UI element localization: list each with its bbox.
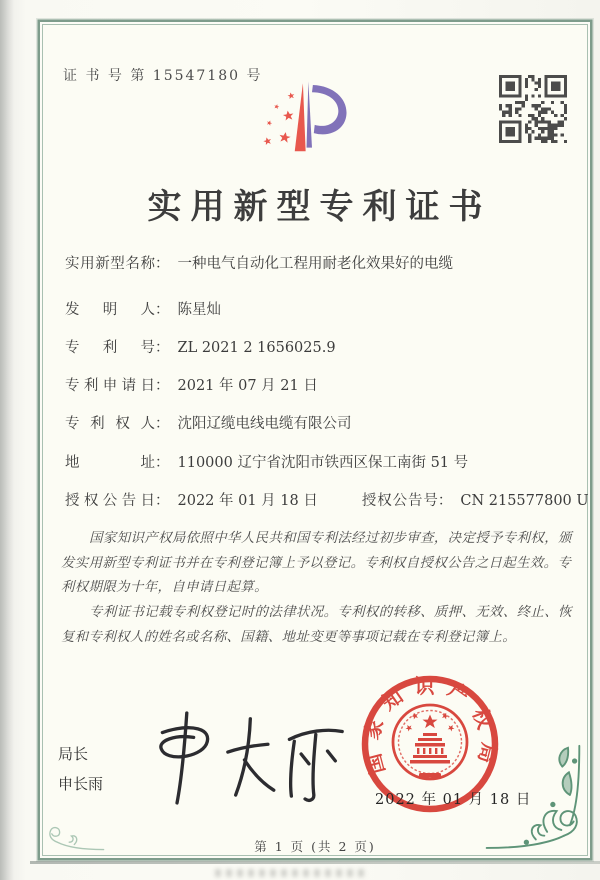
- seal-ring-text: 国家知识产权局: [358, 673, 502, 777]
- page-stack-edge: [30, 861, 600, 864]
- field-label: 发明人: [65, 302, 155, 318]
- certificate-number: 证 书 号 第 15547180 号: [63, 68, 263, 84]
- field-patent-number: [65, 336, 336, 357]
- field-colon: ：: [155, 340, 170, 356]
- field-colon: ：: [437, 493, 453, 509]
- field-label: 专利号: [65, 340, 155, 356]
- field-colon: ：: [155, 416, 170, 432]
- field-inventor: [65, 298, 221, 319]
- legal-paragraph-1: 国家知识产权局依照中华人民共和国专利法经过初步审查，决定授予专利权，颁发实用新型专利证书并在专利登记簿上予以登记。专利权自授权公告之日起生效。专利权期限为十年，自申请日起算。: [61, 531, 572, 596]
- handwritten-signature: [135, 699, 350, 811]
- qr-code: [499, 75, 567, 143]
- commissioner-name: 申长雨: [58, 775, 104, 793]
- field-value: ZL 2021 2 1656025.9: [177, 340, 336, 356]
- legal-paragraph-2: 专利证书记载专利权登记时的法律状况。专利权的转移、质押、无效、终止、恢复和专利权人的姓名或名称、国籍、地址变更等事项记载在专利登记簿上。: [61, 604, 572, 645]
- field-value: 2022 年 01 月 18 日: [177, 493, 318, 509]
- field-value: 陈星灿: [177, 302, 221, 318]
- photo-edge-shadow: [0, 0, 14, 880]
- field-value: CN 215577800 U: [460, 493, 589, 509]
- commissioner-title: 局长: [58, 745, 89, 763]
- logo-p-bowl: [312, 85, 347, 134]
- field-colon: ：: [155, 493, 170, 509]
- field-patentee: [65, 412, 352, 433]
- field-grant-number: [362, 489, 589, 510]
- cnipa-logo: [243, 69, 361, 169]
- field-colon: ：: [155, 302, 170, 318]
- field-colon: ：: [155, 378, 170, 394]
- field-value: 2021 年 07 月 21 日: [177, 378, 318, 394]
- field-label: 实用新型名称: [65, 256, 155, 272]
- page-number: 第 1 页 (共 2 页): [254, 839, 376, 854]
- seal-national-emblem: [393, 705, 467, 779]
- next-page-showthrough: [215, 869, 365, 877]
- field-label: 地址: [65, 455, 155, 471]
- field-value: 110000 辽宁省沈阳市铁西区保工南街 51 号: [177, 455, 469, 471]
- field-label: 授权公告号: [361, 493, 438, 509]
- field-colon: ：: [155, 256, 170, 272]
- logo-red-wedge: [295, 83, 306, 151]
- corner-ornament-icon: [481, 737, 585, 853]
- seal-date: 2022 年 01 月 18 日: [375, 792, 532, 808]
- field-utility-model-name: [65, 252, 453, 273]
- field-filing-date: [65, 374, 318, 395]
- certificate-title: 实用新型专利证书: [147, 187, 492, 227]
- field-value: 沈阳辽缆电线电缆有限公司: [177, 416, 352, 432]
- certificate-frame: [42, 24, 588, 856]
- field-label: 专利权人: [65, 416, 155, 432]
- logo-purple-wedge: [307, 81, 312, 147]
- field-grant-row: [65, 489, 589, 510]
- field-label: 授权公告日: [65, 493, 155, 509]
- field-colon: ：: [155, 455, 170, 471]
- logo-stars: [263, 92, 295, 146]
- legal-text: [61, 527, 577, 650]
- field-address: [65, 451, 468, 472]
- field-label: 专利申请日: [65, 378, 155, 394]
- field-value: 一种电气自动化工程用耐老化效果好的电缆: [177, 256, 453, 272]
